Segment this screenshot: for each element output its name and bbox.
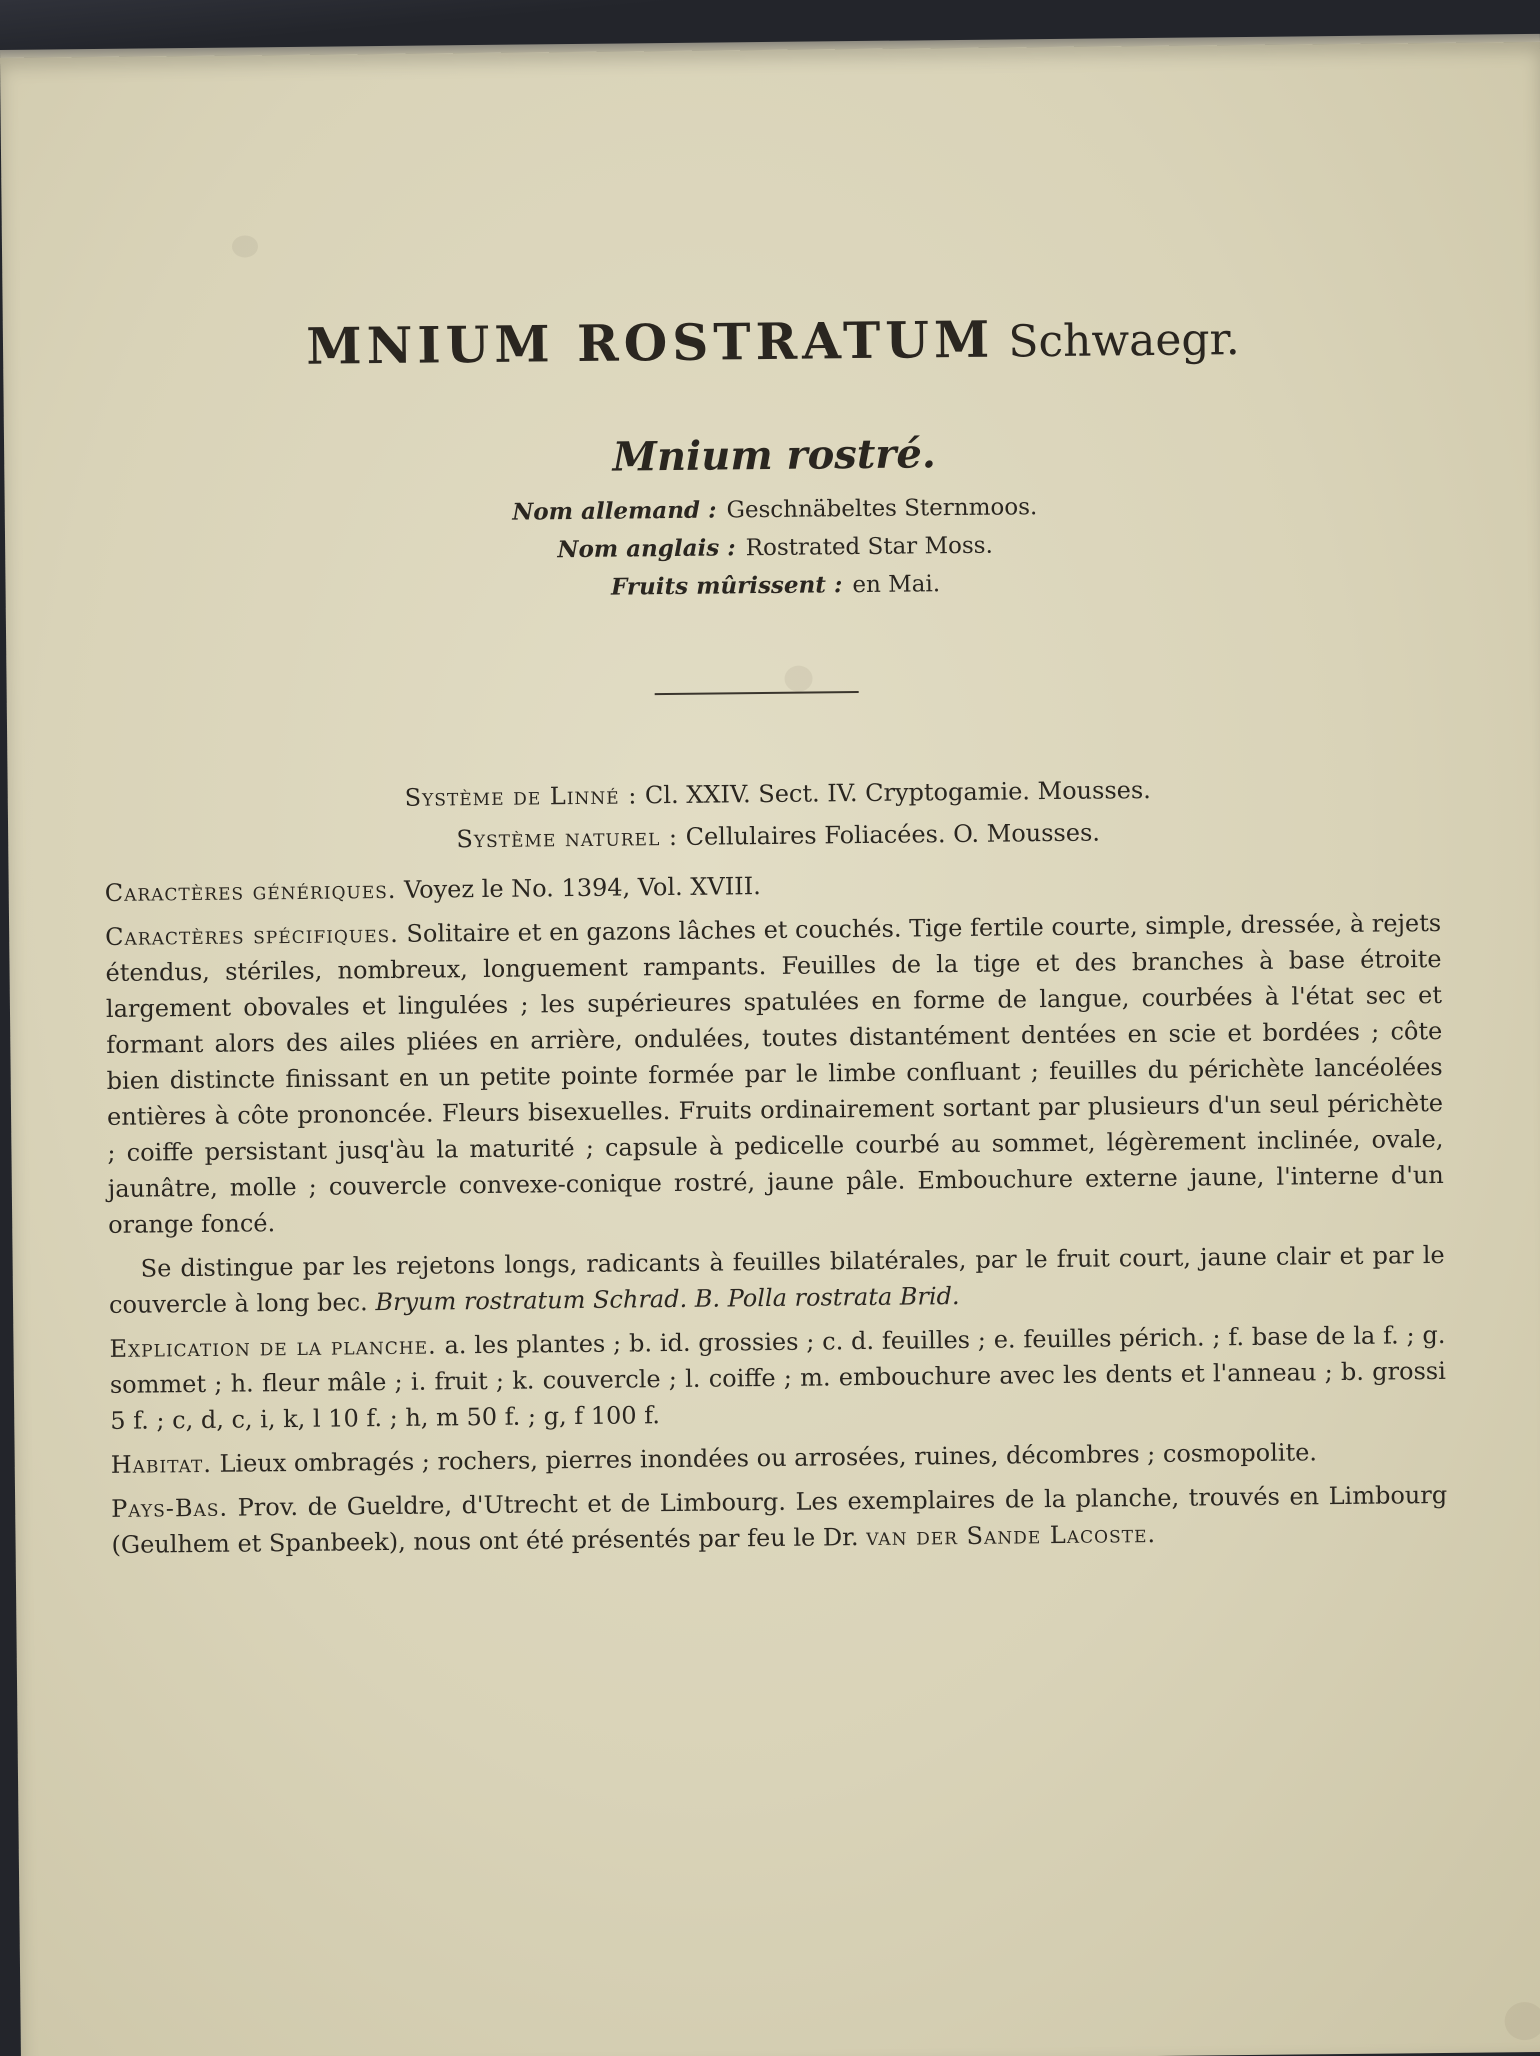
explication-label: Explication de la planche. (109, 1331, 437, 1363)
paper-spot (784, 666, 812, 692)
fruit-value: en Mai. (852, 571, 941, 599)
species-name: MNIUM ROSTRATUM (306, 309, 995, 376)
naturel-label: Système naturel : (456, 822, 679, 854)
paysbas-paragraph (111, 1477, 1448, 1563)
paper-spot (232, 235, 258, 257)
fruit-line (5, 564, 1540, 607)
species-author: Schwaegr. (1008, 314, 1240, 368)
description-body (105, 861, 1448, 1571)
english-name-line (5, 526, 1540, 569)
german-name-line (5, 488, 1540, 531)
explication-text: a. les plantes ; b. id. grossies ; c. d. feuilles ; e. feuilles périch. ; f. base de la f. ; g. sommet ; h. fleur mâle ; i. fruit ; k. couvercle ; l. coiffe ; m. embouchure avec les dents et l'anneau ; b. grossi 5 f. ; c, d, c, i, k, l 10 f. ; h, m 50 f. ; g, f 100 f. (109, 1320, 1446, 1435)
habitat-text: Lieux ombragés ; rochers, pierres inondées ou arrosées, ruines, décombres ; cosmopolite. (219, 1438, 1318, 1478)
naturel-value: Cellulaires Foliacées. O. Mousses. (685, 818, 1101, 851)
german-label: Nom allemand : (512, 496, 717, 526)
generic-label: Caractères génériques. (104, 875, 397, 907)
linne-system-line (8, 772, 1540, 816)
specific-paragraph (105, 905, 1444, 1243)
paper-spot (1504, 2002, 1540, 2040)
species-title (3, 304, 1540, 379)
document-page (0, 42, 1540, 2056)
german-value: Geschnäbeltes Sternmoos. (726, 494, 1038, 524)
french-name: Mnium rostré. (612, 430, 936, 481)
linne-label: Système de Linné : (404, 781, 638, 812)
specific-text: Solitaire et en gazons lâches et couchés. Tige fertile courte, simple, dressée, à rejets étendus, stériles, nombreux, longuement rampants. Feuilles de la tige et des branches à base étroite largement obovales et lingulées ; les supérieures spatulées en forme de langue, courbées à l'état sec et formant alors des ailes pliées en arrière, ondulées, toutes distantément dentées en scie et bordées ; côte bien distincte finissant en un petite pointe formée par le limbe confluant ; feuilles du périchète lancéolées entières à côte prononcée. Fleurs bisexuelles. Fruits ordinairement sortant par plusieurs d'un seul périchète ; coiffe persistant jusq'àu la maturité ; capsule à pedicelle courbé au sommet, légèrement inclinée, ovale, jaunâtre, molle ; couvercle convexe-conique rostré, jaune pâle. Embouchure externe jaune, l'interne d'un orange foncé. (105, 908, 1444, 1239)
distinction-text: Se distingue par les rejetons longs, radicants à feuilles bilatérales, par le fruit court, jaune clair et par le couvercle à long bec. (108, 1240, 1445, 1319)
divider-rule (655, 691, 859, 695)
paysbas-text: Prov. de Gueldre, d'Utrecht et de Limbourg. Les exemplaires de la planche, trouvés en Limbourg (Geulhem et Spanbeek), nous ont été présentés par feu le Dr. (111, 1480, 1448, 1559)
english-value: Rostrated Star Moss. (745, 532, 993, 562)
explication-paragraph (109, 1317, 1446, 1439)
generic-text: Voyez le No. 1394, Vol. XVIII. (403, 872, 761, 904)
generic-paragraph (105, 861, 1441, 911)
natural-system-line (8, 814, 1540, 858)
linne-value: Cl. XXIV. Sect. IV. Cryptogamie. Mousses. (644, 775, 1151, 810)
habitat-paragraph (111, 1433, 1447, 1483)
habitat-label: Habitat. (110, 1449, 213, 1479)
paysbas-label: Pays-Bas. (111, 1493, 229, 1523)
english-label: Nom anglais : (557, 534, 736, 564)
distinction-paragraph (108, 1237, 1445, 1323)
fruit-label: Fruits mûrissent : (610, 571, 843, 601)
specific-label: Caractères spécifiques. (105, 919, 399, 951)
synonyms: Bryum rostratum Schrad. B. Polla rostrata Brid. (375, 1282, 960, 1317)
paysbas-name: van der Sande Lacoste. (866, 1519, 1157, 1552)
